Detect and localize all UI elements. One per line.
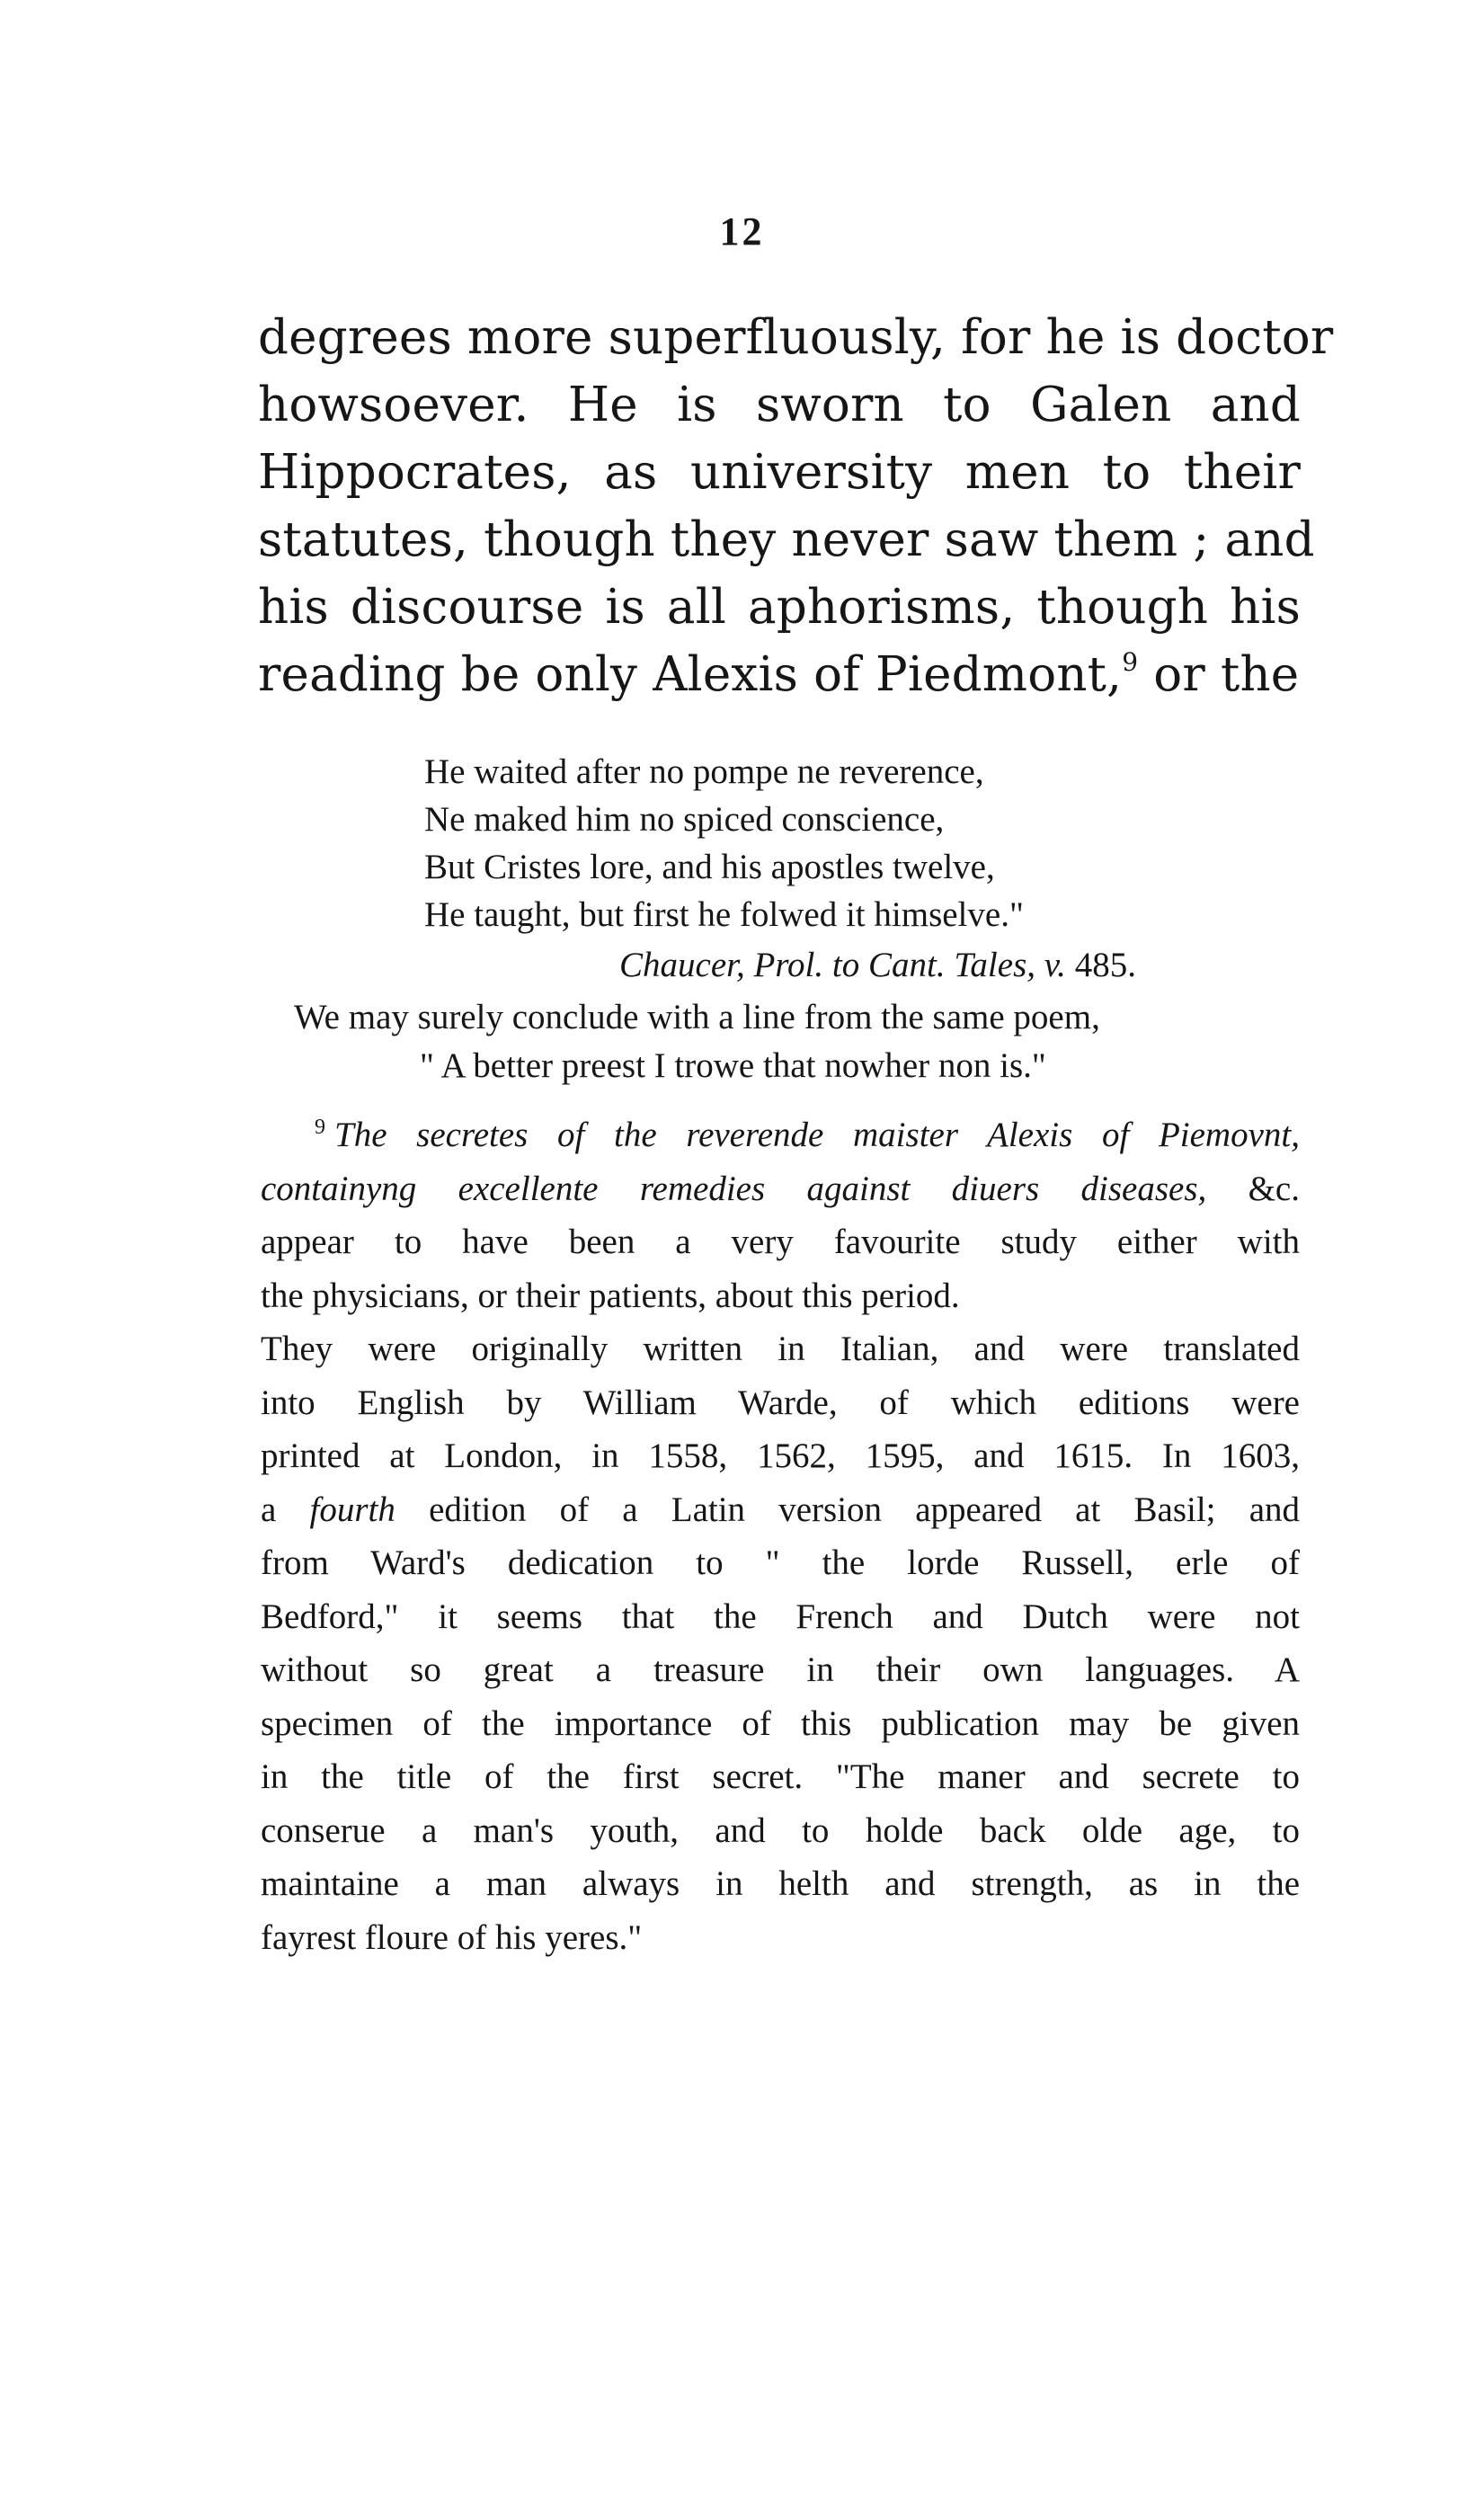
footnote-segment: edition of a Latin version appeared at Basil; and (395, 1490, 1301, 1529)
footnote-emphasis: fourth (309, 1490, 395, 1529)
footnote-title: The secretes of the reverende maister Alexis of Piemovnt, (334, 1116, 1300, 1154)
footnote-segment: a (261, 1490, 310, 1529)
footnote-line: from Ward's dedication to " the lorde Russell, erle of (261, 1543, 1300, 1582)
main-text-line: howsoever. He is sworn to Galen and (258, 378, 1301, 432)
footnote-line: specimen of the importance of this publication may be given (261, 1703, 1300, 1743)
verse-line: But Cristes lore, and his apostles twelve, (424, 848, 995, 886)
citation-work: Prol. to Cant. Tales, (753, 946, 1036, 984)
conclusion-quote: " A better preest I trowe that nowher non is." (420, 1046, 1046, 1085)
main-text-segment: reading be only Alexis of Piedmont, (258, 647, 1123, 702)
footnote-title-line (261, 1162, 1300, 1216)
footnote-line: into English by William Warde, of which editions were (261, 1383, 1300, 1422)
footnote-line: without so great a treasure in their own languages. A (261, 1650, 1300, 1689)
citation-author: Chaucer, (619, 946, 745, 984)
verse-line: He waited after no pompe ne reverence, (424, 752, 984, 791)
footnote-reference[interactable]: 9 (1122, 647, 1139, 677)
footnote-line: fayrest floure of his yeres." (261, 1917, 643, 1957)
main-text-line (258, 641, 1301, 708)
footnote-line: the physicians, or their patients, about this period. (261, 1276, 960, 1315)
footnote-title-line (261, 1108, 1300, 1162)
footnote-line (261, 1483, 1300, 1537)
main-text-line: his discourse is all aphorisms, though his (258, 580, 1301, 635)
verse-line: He taught, but first he folwed it himselve." (424, 895, 1024, 934)
conclusion-note (294, 993, 1301, 1090)
page-number: 12 (719, 209, 765, 253)
footnote-marker: 9 (315, 1116, 325, 1139)
footnote-line: appear to have been a very favourite study either with (261, 1223, 1300, 1261)
footnote-line: Bedford," it seems that the French and Dutch were not (261, 1596, 1300, 1636)
citation-verse-number: 485. (1074, 946, 1136, 984)
footnote-line: maintaine a man always in helth and strength, as in the (261, 1864, 1300, 1903)
conclusion-intro: We may surely conclude with a line from the same poem, (294, 998, 1100, 1036)
main-text-line: degrees more superfluously, for he is doctor (258, 310, 1334, 365)
main-text-line: statutes, though they never saw them ; and (258, 512, 1315, 567)
footnote-line: conserue a man's youth, and to holde back olde age, to (261, 1810, 1300, 1850)
main-text (258, 304, 1334, 708)
main-text-line: Hippocrates, as university men to their (258, 445, 1301, 500)
verse-line: Ne maked him no spiced conscience, (424, 800, 945, 839)
footnote (261, 1108, 1300, 1964)
footnote-title: containyng excellente remedies against diuers diseases, (261, 1169, 1207, 1208)
footnote-line: in the title of the first secret. "The maner and secrete to (261, 1757, 1300, 1796)
footnote-title-rest: &c. (1206, 1169, 1300, 1208)
verse-citation (619, 941, 1136, 989)
citation-verse-abbrev: v. (1044, 946, 1066, 984)
verse-quotation (424, 748, 1024, 938)
footnote-line: printed at London, in 1558, 1562, 1595, and 1615. In 1603, (261, 1436, 1300, 1475)
footnote-line: They were originally written in Italian, and were translated (261, 1330, 1300, 1368)
main-text-segment: or the (1138, 647, 1300, 702)
